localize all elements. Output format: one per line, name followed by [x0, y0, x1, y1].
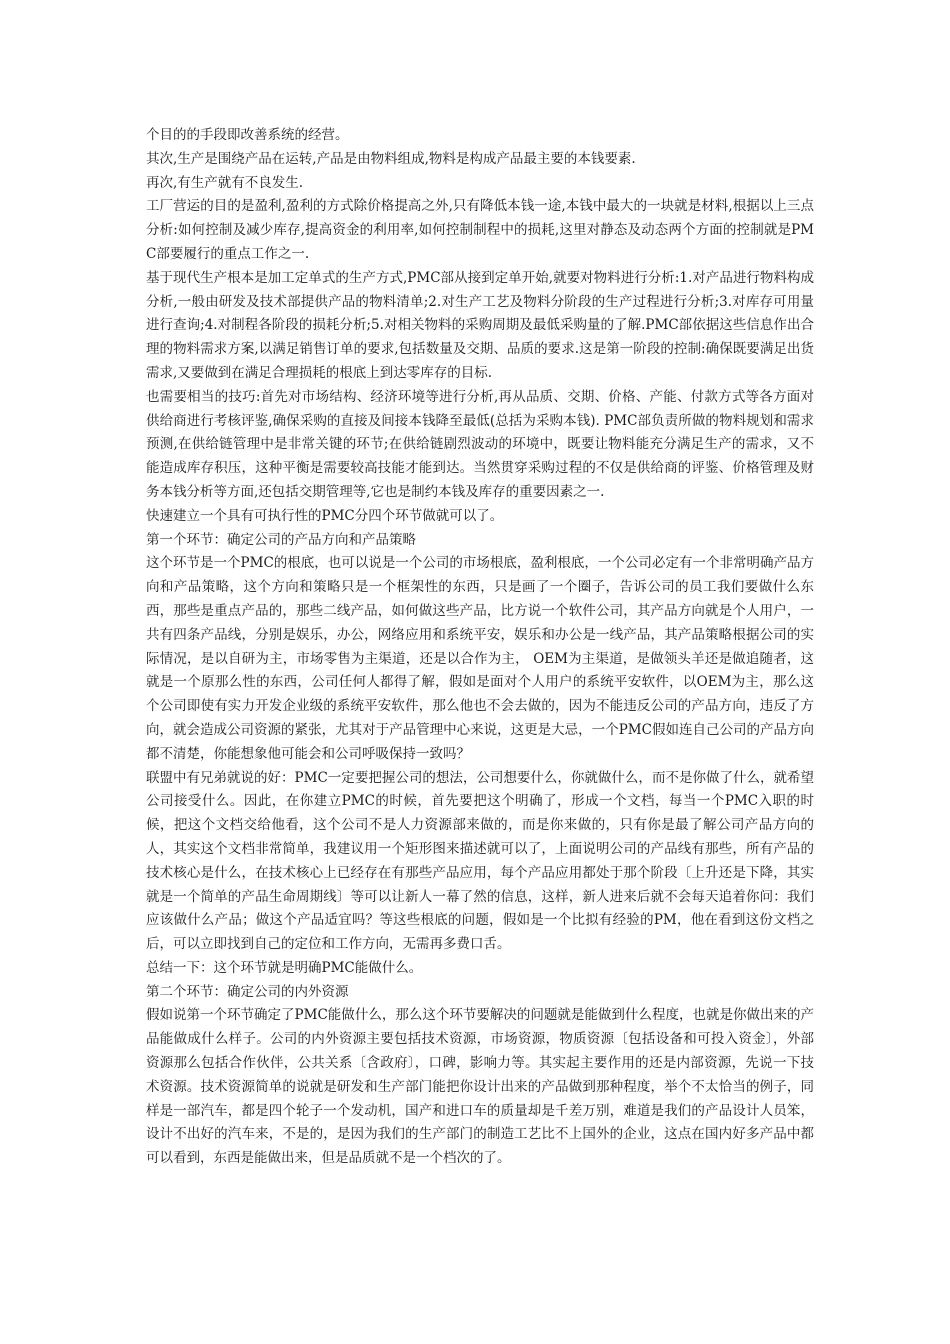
paragraph: 假如说第一个环节确定了PMC能做什么，那么这个环节要解决的问题就是能做到什么程度，也就是你做出来的产品能做成什么样子。公司的内外资源主要包括技术资源，市场资源，物质资源〔包括设备和可投入资金〕，外部资源那么包括合作伙伴，公共关系〔含政府〕，口碑，影响力等。其实起主要作用的还是内部资源，先说一下技术资源。技术资源简单的说就是研发和生产部门能把你设计出来的产品做到那种程度，举个不太恰当的例子，同样是一部汽车，都是四个轮子一个发动机，国产和进口车的质量却是千差万别，难道是我们的产品设计人员笨，设计不出好的汽车来，不是的，是因为我们的生产部门的制造工艺比不上国外的企业，这点在国内好多产品中都可以看到，东西是能做出来，但是品质就不是一个档次的了。 [146, 1007, 814, 1167]
paragraph: 也需要相当的技巧:首先对市场结构、经济环境等进行分析,再从品质、交期、价格、产能、付款方式等各方面对供给商进行考核评鉴,确保采购的直接及间接本钱降至最低(总括为采购本钱). PMC部负责所做的物料规划和需求预测,在供给链管理中是非常关键的环节;在供给链剧烈波动的环境中，既要让物料能充分满足生产的需求，又不能造成库存积压，这种平衡是需要较高技能才能到达。当然贯穿采购过程的不仅是供给商的评鉴、价格管理及财务本钱分析等方面,还包括交期管理等,它也是制约本钱及库存的重要因素之一. [146, 388, 814, 500]
paragraph: 工厂营运的目的是盈利,盈利的方式除价格提高之外,只有降低本钱一途,本钱中最大的一块就是材料,根据以上三点分析:如何控制及减少库存,提高资金的利用率,如何控制制程中的损耗,这里对静态及动态两个方面的控制就是PMC部要履行的重点工作之一. [146, 198, 814, 262]
paragraph: 总结一下：这个环节就是明确PMC能做什么。 [146, 959, 423, 976]
paragraph: 基于现代生产根本是加工定单式的生产方式,PMC部从接到定单开始,就要对物料进行分析:1.对产品进行物料构成分析,一般由研发及技术部提供产品的物料清单;2.对生产工艺及物料分阶段的生产过程进行分析;3.对库存可用量进行查询;4.对制程各阶段的损耗分析;5.对相关物料的采购周期及最低采购量的了解.PMC部依据这些信息作出合理的物料需求方案,以满足销售订单的要求,包括数量及交期、品质的要求.这是第一阶段的控制:确保既要满足出货需求,又要做到在满足合理损耗的根底上到达零库存的目标. [146, 269, 814, 381]
paragraph: 再次,有生产就有不良发生. [146, 174, 304, 191]
paragraph: 其次,生产是围绕产品在运转,产品是由物料组成,物料是构成产品最主要的本钱要素. [146, 150, 636, 167]
paragraph: 这个环节是一个PMC的根底，也可以说是一个公司的市场根底，盈利根底，一个公司必定有一个非常明确产品方向和产品策略，这个方向和策略只是一个框架性的东西，只是画了一个圈子，告诉公司的员工我们要做什么东西，那些是重点产品的，那些二线产品，如何做这些产品，比方说一个软件公司，其产品方向就是个人用户，一共有四条产品线，分别是娱乐，办公，网络应用和系统平安，娱乐和办公是一线产品，其产品策略根据公司的实际情况，是以自研为主，市场零售为主渠道，还是以合作为主， OEM为主渠道，是做领头羊还是做追随者，这就是一个原那么性的东西，公司任何人都得了解，假如是面对个人用户的系统平安软件，以OEM为主，那么这个公司即使有实力开发企业级的系统平安软件，那么他也不会去做的，因为不能违反公司的产品方向，违反了方向，就会造成公司资源的紧张，尤其对于产品管理中心来说，这更是大忌，一个PMC假如连自己公司的产品方向都不清楚，你能想象他可能会和公司呼吸保持一致吗？ [146, 555, 814, 762]
section-heading: 第二个环节：确定公司的内外资源 [146, 983, 349, 1000]
paragraph: 快速建立一个具有可执行性的PMC分四个环节做就可以了。 [146, 507, 504, 524]
paragraph: 个目的的手段即改善系统的经营。 [146, 127, 349, 143]
paragraph: 联盟中有兄弟就说的好：PMC一定要把握公司的想法，公司想要什么，你就做什么，而不是你做了什么，就希望公司接受什么。因此，在你建立PMC的时候，首先要把这个明确了，形成一个文档，每当一个PMC入职的时候，把这个文档交给他看，这个公司不是人力资源部来做的，而是你来做的，只有你是最了解公司产品方向的人，其实这个文档非常简单，我建议用一个矩形图来描述就可以了，上面说明公司的产品线有那些，所有产品的技术核心是什么，在技术核心上已经存在有那些产品应用，每个产品应用都处于那个阶段〔上升还是下降，其实就是一个简单的产品生命周期线〕等可以让新人一幕了然的信息，这样，新人进来后就不会每天追着你问：我们应该做什么产品；做这个产品适宜吗？等这些根底的问题，假如是一个比拟有经验的PM，他在看到这份文档之后，可以立即找到自己的定位和工作方向，无需再多费口舌。 [146, 769, 814, 953]
section-heading: 第一个环节：确定公司的产品方向和产品策略 [146, 531, 416, 548]
document-body [146, 124, 814, 1171]
